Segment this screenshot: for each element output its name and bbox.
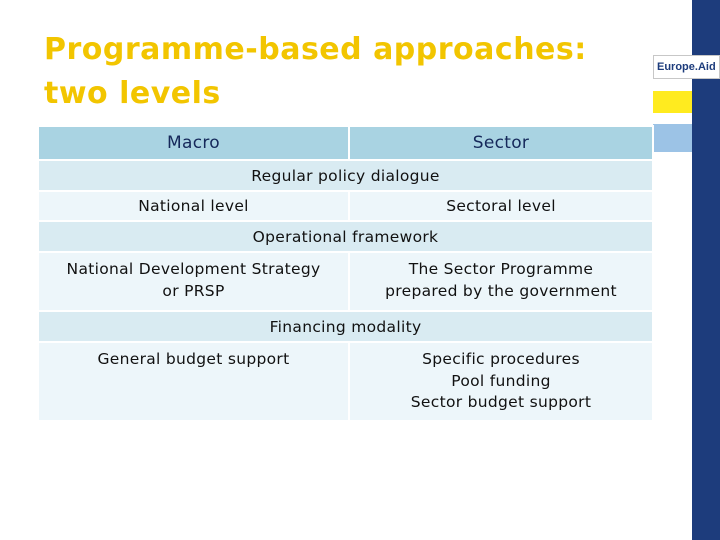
cell-sector-framework — [349, 252, 653, 311]
table-row — [38, 342, 653, 421]
brand-lightblue-block — [653, 124, 692, 152]
cell-line: National level — [138, 197, 249, 215]
cell-line: Pool funding — [451, 371, 551, 390]
section-title-policy-dialogue: Regular policy dialogue — [38, 160, 653, 191]
cell-line: The Sector Programme — [408, 260, 594, 278]
cell-line: Sector budget support — [410, 393, 592, 411]
section-title-financing-modality: Financing modality — [38, 311, 653, 342]
cell-line: Sectoral level — [446, 197, 556, 215]
cell-macro-financing — [38, 342, 349, 421]
cell-line: prepared by the government — [385, 282, 617, 300]
section-row — [38, 311, 653, 342]
cell-line: or PRSP — [162, 282, 225, 300]
cell-sector-policy — [349, 191, 653, 221]
cell-line: General budget support — [97, 350, 290, 368]
approaches-table — [37, 125, 654, 422]
table-row — [38, 252, 653, 311]
slide-title — [44, 28, 644, 116]
section-title-operational-framework: Operational framework — [38, 221, 653, 252]
table-header-row — [38, 126, 653, 160]
cell-macro-framework — [38, 252, 349, 311]
slide-title-line-1: Programme-based approaches: — [44, 32, 587, 67]
table-row — [38, 191, 653, 221]
section-row — [38, 221, 653, 252]
cell-sector-financing — [349, 342, 653, 421]
header-sector: Sector — [349, 126, 653, 160]
brand-yellow-block — [653, 91, 692, 113]
europeaid-logo-label: Europe.Aid — [653, 55, 720, 79]
cell-macro-policy — [38, 191, 349, 221]
cell-line: National Development Strategy — [66, 260, 321, 278]
slide-title-line-2: two levels — [44, 76, 221, 111]
cell-line: Specific procedures — [422, 350, 580, 368]
header-macro: Macro — [38, 126, 349, 160]
section-row — [38, 160, 653, 191]
brand-side-strip — [692, 0, 720, 540]
